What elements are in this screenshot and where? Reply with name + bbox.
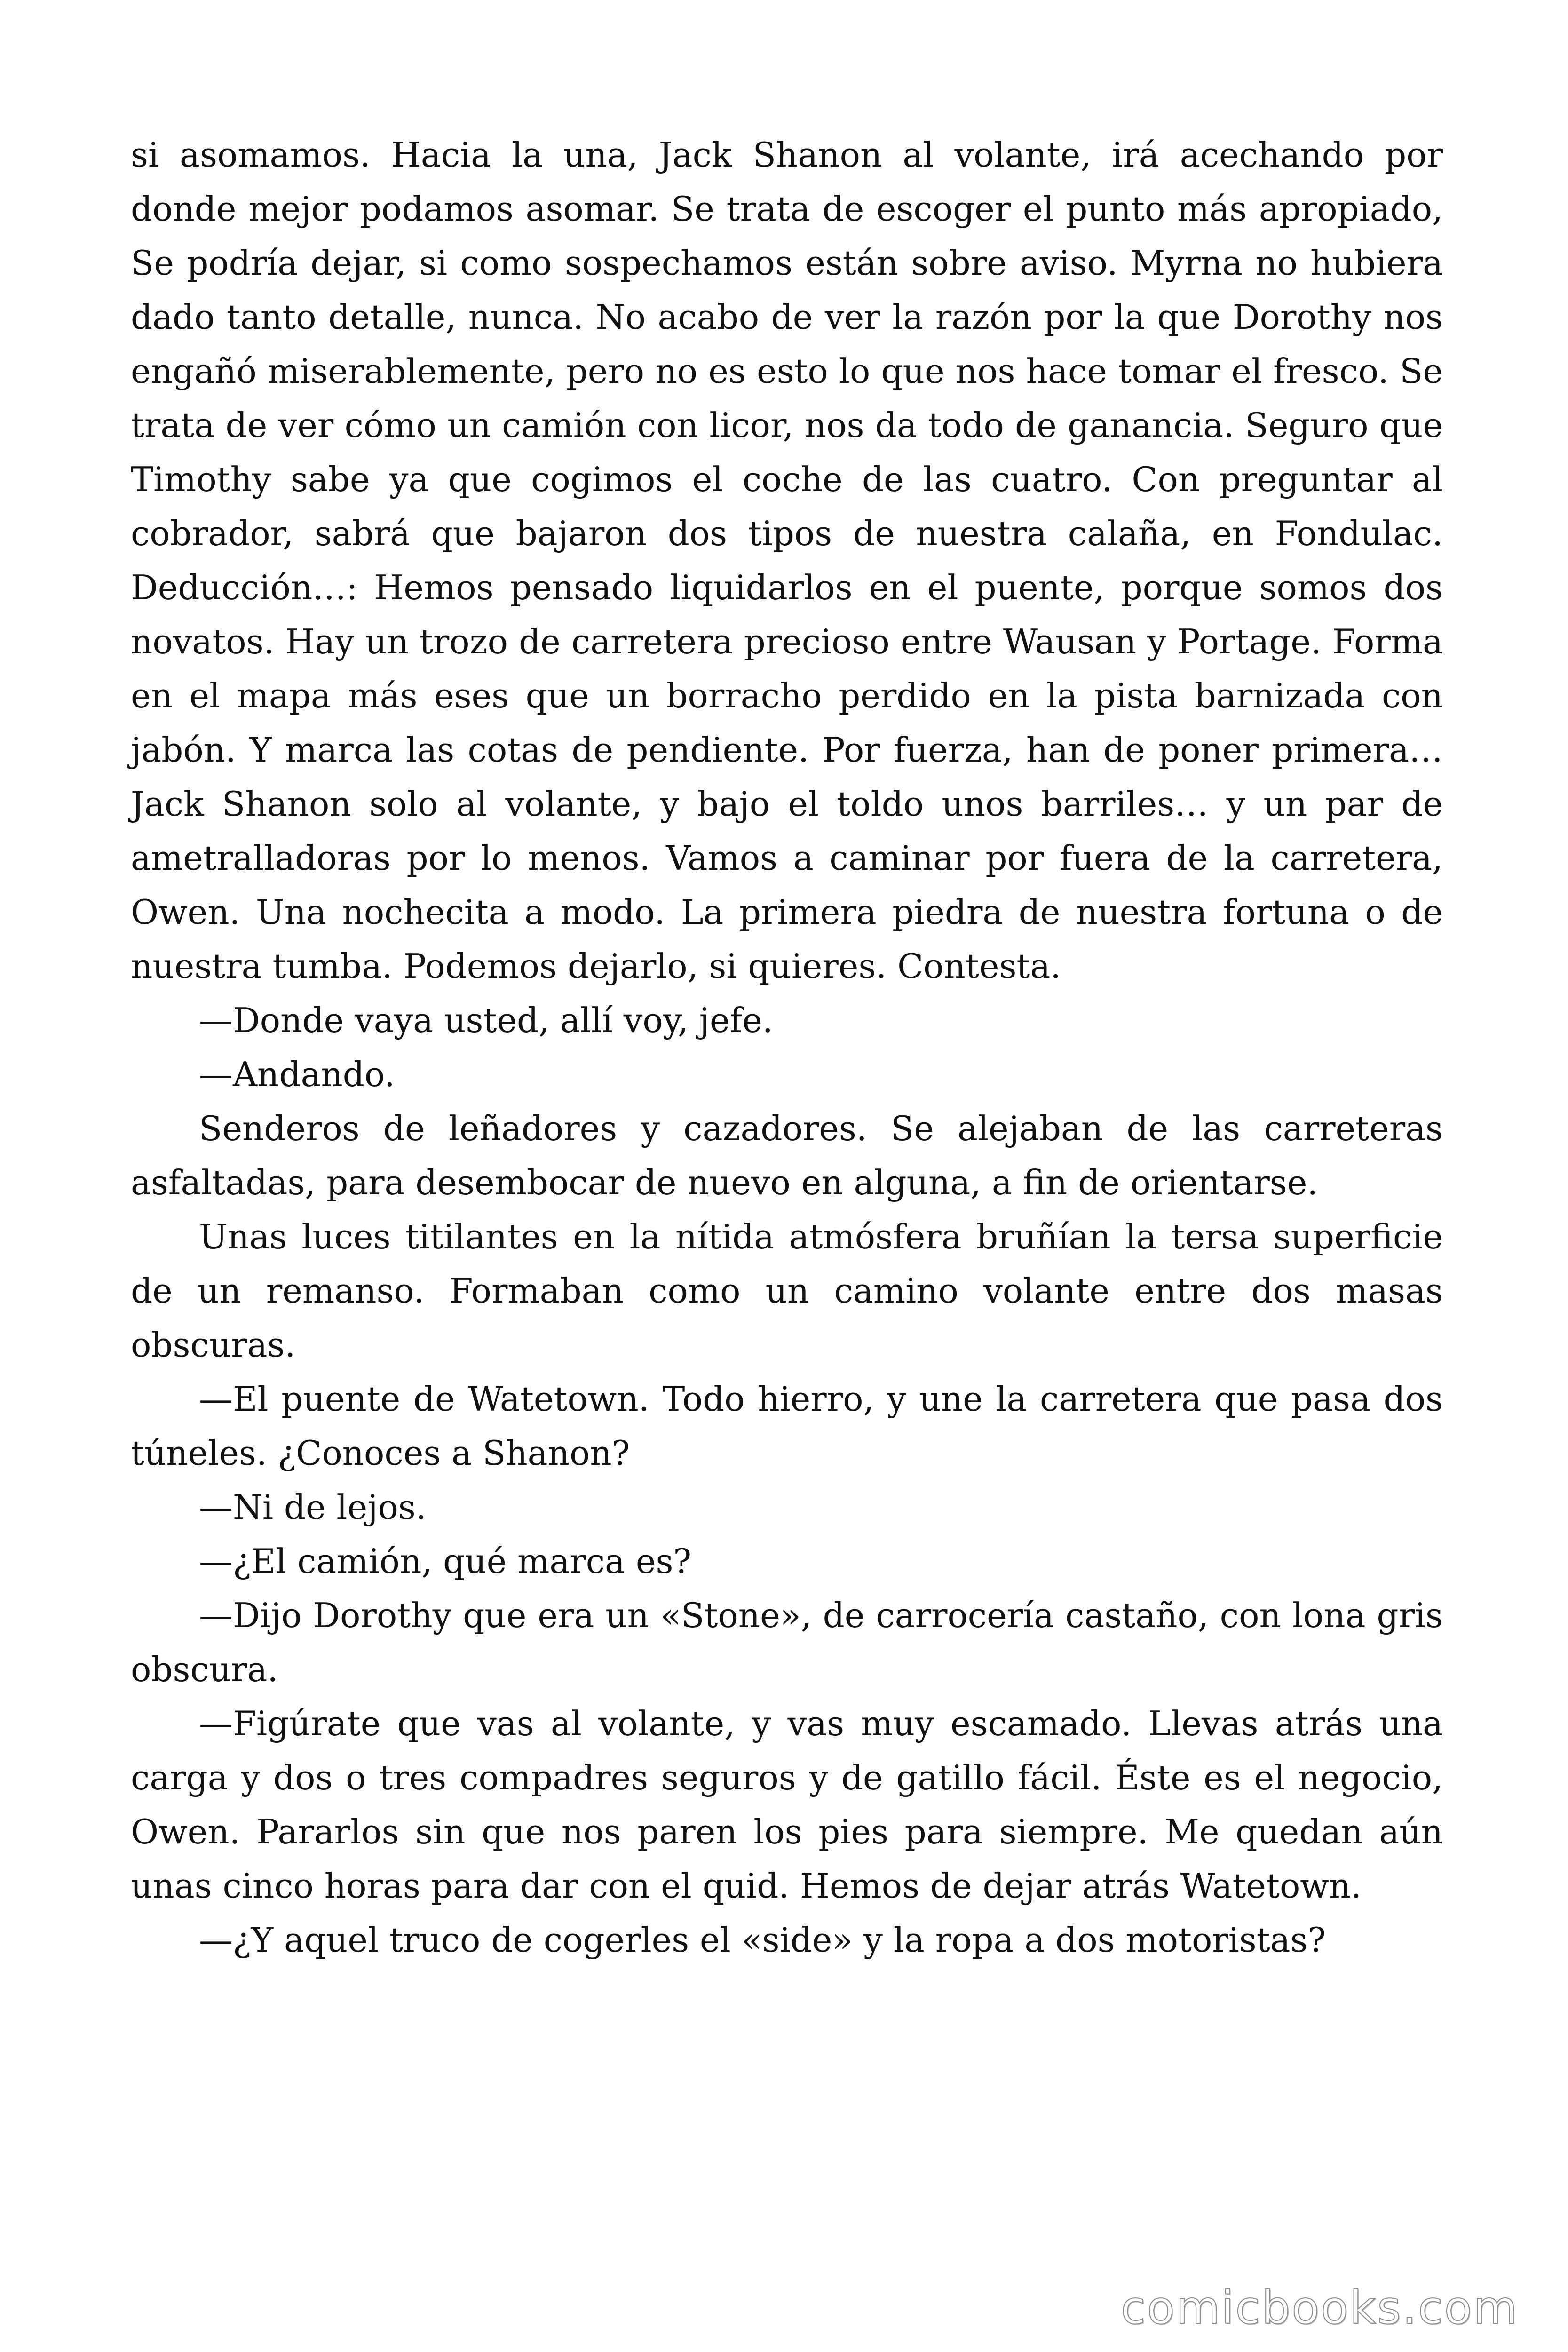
dialogue-line: —Dijo Dorothy que era un «Stone», de carrocería castaño, con lona gris obscura. xyxy=(131,1596,1443,1689)
dialogue-line: —Andando. xyxy=(199,1055,395,1094)
page-body-text xyxy=(131,128,1443,1967)
watermark: comicbooks.com xyxy=(1120,2281,1519,2334)
dialogue-line: —Figúrate que vas al volante, y vas muy escamado. Llevas atrás una carga y dos o tres compadres seguros y de gatillo fácil. Éste es el negocio, Owen. Pararlos sin que nos paren los pies para siempre. Me quedan aún unas cinco horas para dar con el quid. Hemos de dejar atrás Watetown. xyxy=(131,1704,1443,1906)
dialogue-line: —Ni de lejos. xyxy=(199,1487,427,1527)
dialogue-line: —¿El camión, qué marca es? xyxy=(199,1542,691,1581)
narration-paragraph: Senderos de leñadores y cazadores. Se alejaban de las carreteras asfaltadas, para desembocar de nuevo en alguna, a fin de orientarse. xyxy=(131,1109,1443,1202)
dialogue-line: —El puente de Watetown. Todo hierro, y une la carretera que pasa dos túneles. ¿Conoces a Shanon? xyxy=(131,1379,1443,1473)
paragraph-continuation: si asomamos. Hacia la una, Jack Shanon al volante, irá acechando por donde mejor podamos asomar. Se trata de escoger el punto más apropiado, Se podría dejar, si como sospechamos están sobre aviso. Myrna no hubiera dado tanto detalle, nunca. No acabo de ver la razón por la que Dorothy nos engañó miserablemente, pero no es esto lo que nos hace tomar el fresco. Se trata de ver cómo un camión con licor, nos da todo de ganancia. Seguro que Timothy sabe ya que cogimos el coche de las cuatro. Con preguntar al cobrador, sabrá que bajaron dos tipos de nuestra calaña, en Fondulac. Deducción…: Hemos pensado liquidarlos en el puente, porque somos dos novatos. Hay un trozo de carretera precioso entre Wausan y Portage. Forma en el mapa más eses que un borracho perdido en la pista barnizada con jabón. Y marca las cotas de pendiente. Por fuerza, han de poner primera… Jack Shanon solo al volante, y bajo el toldo unos barriles… y un par de ametralladoras por lo menos. Vamos a caminar por fuera de la carretera, Owen. Una nochecita a modo. La primera piedra de nuestra fortuna o de nuestra tumba. Podemos dejarlo, si quieres. Contesta. xyxy=(131,135,1443,986)
dialogue-line: —Donde vaya usted, allí voy, jefe. xyxy=(199,1001,773,1040)
dialogue-line: —¿Y aquel truco de cogerles el «side» y la ropa a dos motoristas? xyxy=(199,1920,1326,1960)
narration-paragraph: Unas luces titilantes en la nítida atmósfera bruñían la tersa superficie de un remanso. Formaban como un camino volante entre dos masas obscuras. xyxy=(131,1217,1443,1365)
